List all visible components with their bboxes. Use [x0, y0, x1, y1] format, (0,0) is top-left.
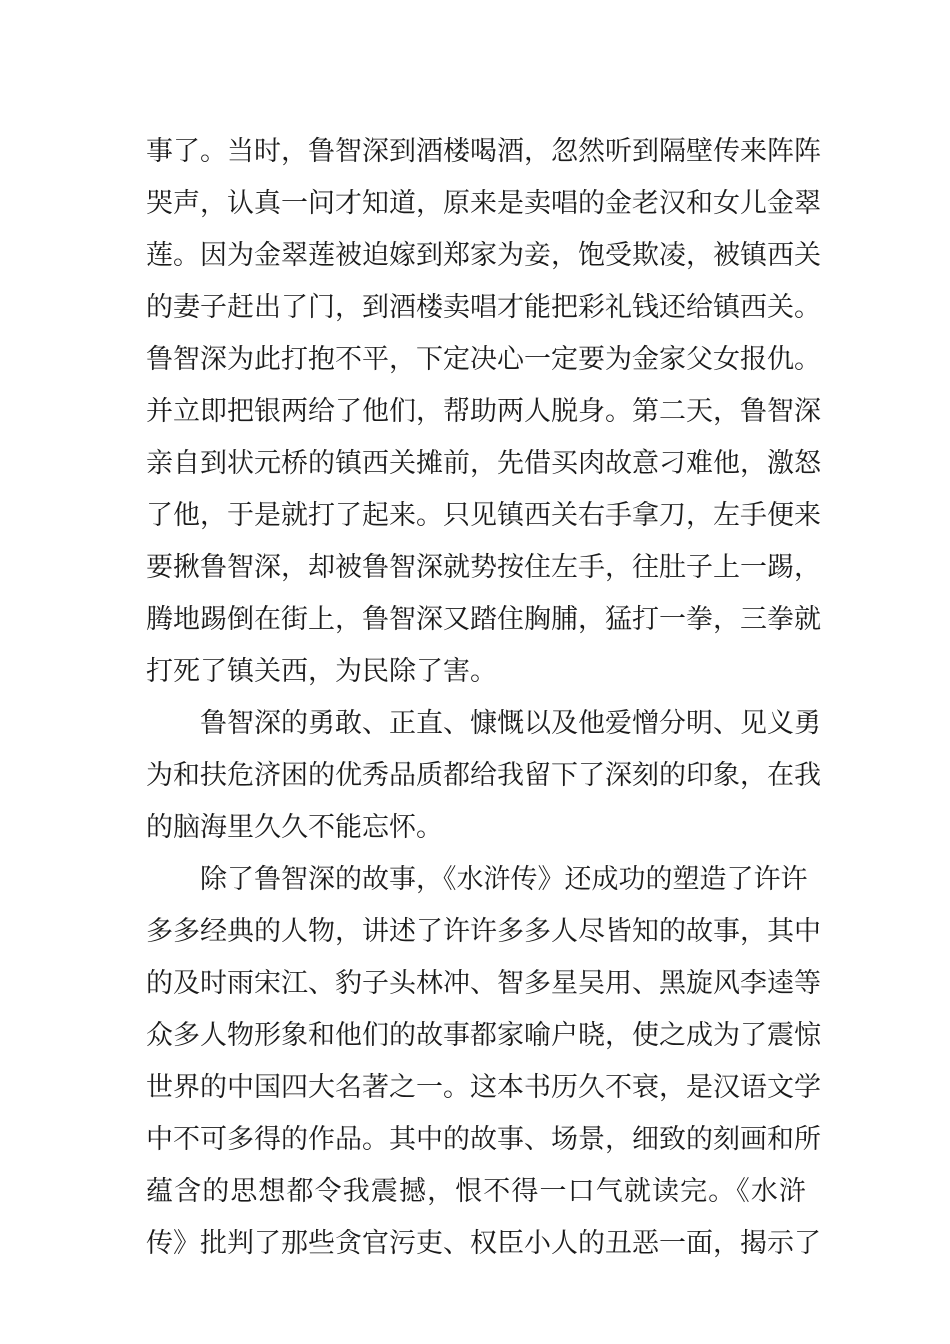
- text-line: 的脑海里久久不能忘怀。: [146, 812, 443, 843]
- text-line: 多多经典的人物，讲述了许许多多人尽皆知的故事，其中: [146, 916, 821, 947]
- text-line: 腾地踢倒在街上，鲁智深又踏住胸脯，猛打一拳，三拳就: [146, 604, 821, 635]
- text-line: 的及时雨宋江、豹子头林冲、智多星吴用、黑旋风李逵等: [146, 968, 821, 999]
- text-line: 传》批判了那些贪官污吏、权臣小人的丑恶一面，揭示了: [146, 1228, 821, 1259]
- text-line: 事了。当时，鲁智深到酒楼喝酒，忽然听到隔壁传来阵阵: [146, 136, 821, 167]
- document-body: [146, 126, 821, 1270]
- text-line: 要揪鲁智深，却被鲁智深就势按住左手，往肚子上一踢，: [146, 552, 821, 583]
- text-line: 的妻子赶出了门，到酒楼卖唱才能把彩礼钱还给镇西关。: [146, 292, 821, 323]
- paragraph-first-line: 除了鲁智深的故事，《水浒传》还成功的塑造了许许: [200, 864, 808, 895]
- text-line: 打死了镇关西，为民除了害。: [146, 656, 497, 687]
- text-line: 为和扶危济困的优秀品质都给我留下了深刻的印象，在我: [146, 760, 821, 791]
- text-line: 众多人物形象和他们的故事都家喻户晓，使之成为了震惊: [146, 1020, 821, 1051]
- text-line: 并立即把银两给了他们，帮助两人脱身。第二天，鲁智深: [146, 396, 821, 427]
- text-line: 莲。因为金翠莲被迫嫁到郑家为妾，饱受欺凌，被镇西关: [146, 240, 821, 271]
- text-line: 世界的中国四大名著之一。这本书历久不衰，是汉语文学: [146, 1072, 821, 1103]
- text-line: 哭声，认真一问才知道，原来是卖唱的金老汉和女儿金翠: [146, 188, 821, 219]
- text-line: 蕴含的思想都令我震撼，恨不得一口气就读完。《水浒: [146, 1176, 806, 1207]
- text-line: 鲁智深为此打抱不平，下定决心一定要为金家父女报仇。: [146, 344, 821, 375]
- paragraph-first-line: 鲁智深的勇敢、正直、慷慨以及他爱憎分明、见义勇: [200, 708, 821, 739]
- text-line: 中不可多得的作品。其中的故事、场景，细致的刻画和所: [146, 1124, 821, 1155]
- text-line: 亲自到状元桥的镇西关摊前，先借买肉故意刁难他，激怒: [146, 448, 821, 479]
- text-line: 了他，于是就打了起来。只见镇西关右手拿刀，左手便来: [146, 500, 821, 531]
